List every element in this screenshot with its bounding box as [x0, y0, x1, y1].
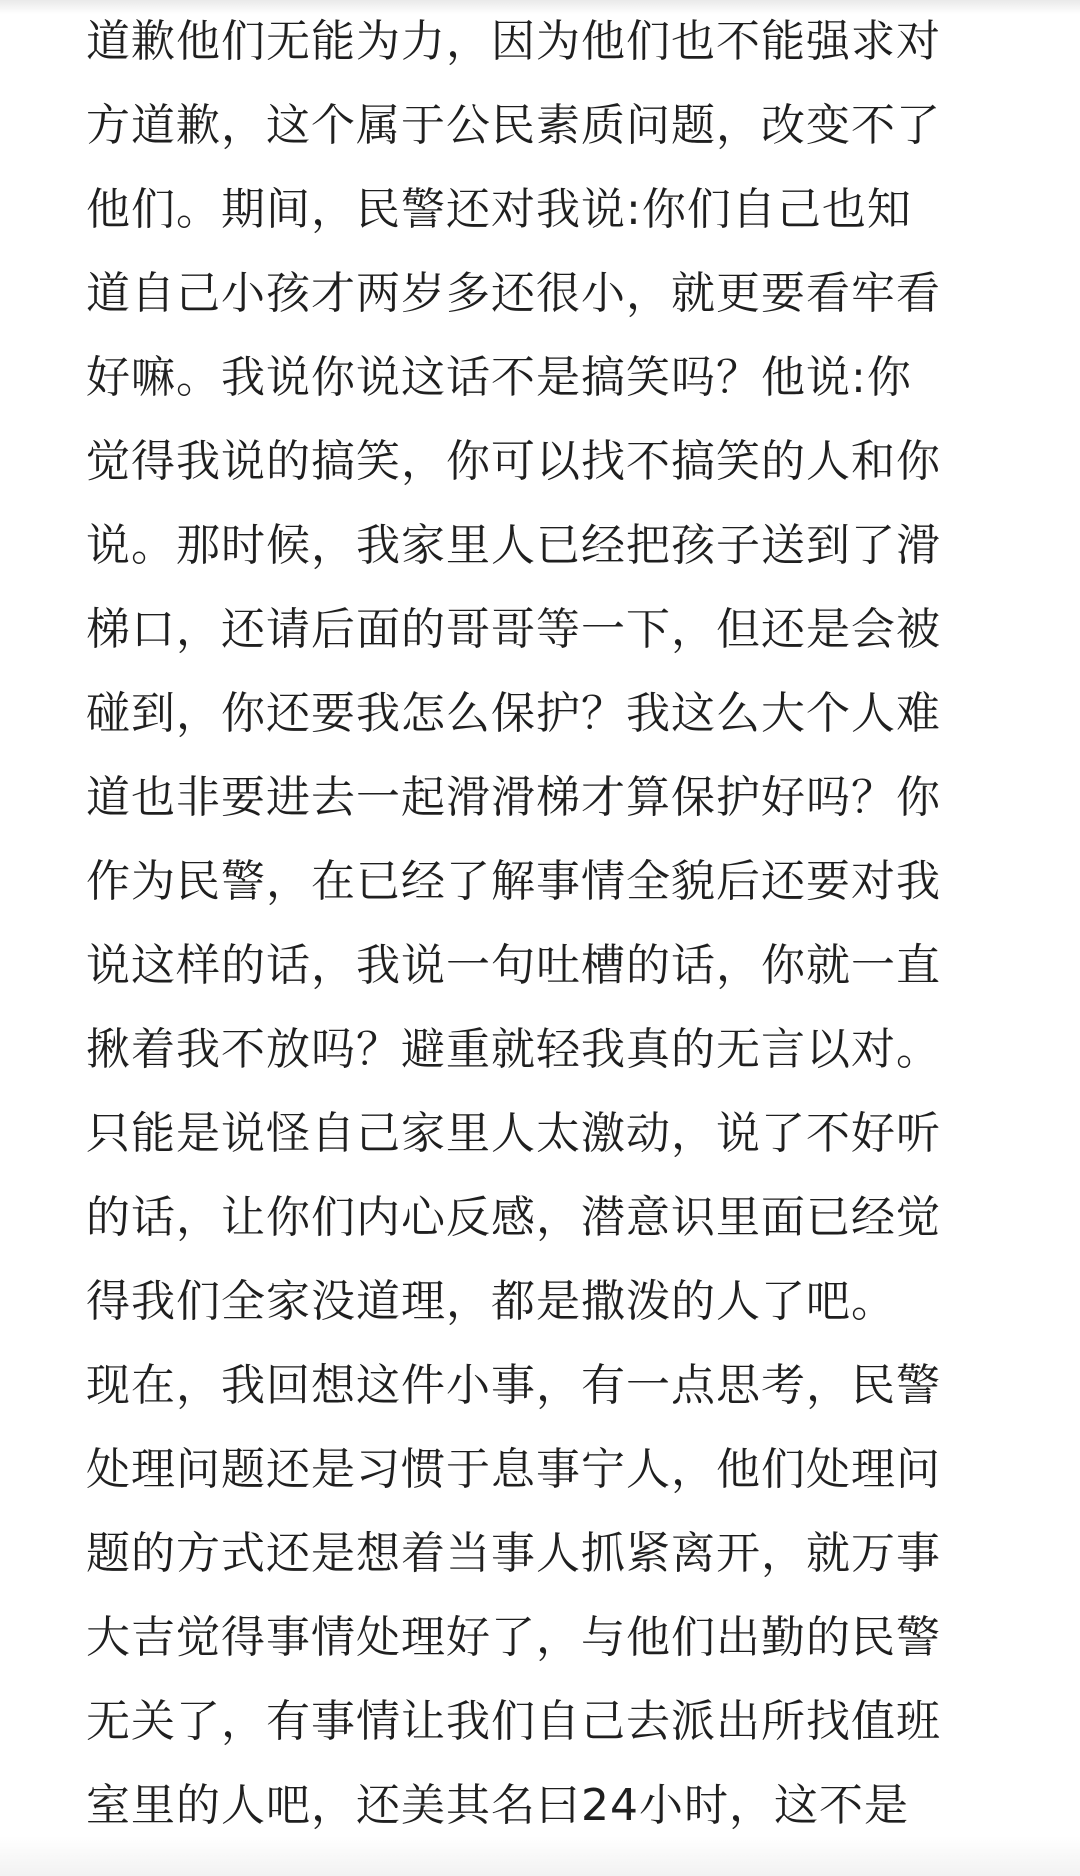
text-line: 道自己小孩才两岁多还很小，就更要看牢看: [86, 268, 941, 319]
text-line: 室里的人吧，还美其名曰24小时，这不是: [86, 1780, 909, 1831]
text-line: 大吉觉得事情处理好了，与他们出勤的民警: [86, 1612, 941, 1663]
text-line: 道也非要进去一起滑滑梯才算保护好吗？你: [86, 772, 941, 823]
text-line: 现在，我回想这件小事，有一点思考，民警: [86, 1360, 941, 1411]
text-line: 好嘛。我说你说这话不是搞笑吗？他说:你: [86, 352, 912, 403]
text-line: 觉得我说的搞笑，你可以找不搞笑的人和你: [86, 436, 941, 487]
text-line: 无关了，有事情让我们自己去派出所找值班: [86, 1696, 941, 1747]
text-line: 说。那时候，我家里人已经把孩子送到了滑: [86, 520, 941, 571]
text-line: 题的方式还是想着当事人抓紧离开，就万事: [86, 1528, 941, 1579]
text-line: 梯口，还请后面的哥哥等一下，但还是会被: [86, 604, 941, 655]
text-line: 作为民警，在已经了解事情全貌后还要对我: [86, 856, 941, 907]
text-line: 道歉他们无能为力，因为他们也不能强求对: [86, 16, 941, 67]
text-line: 方道歉，这个属于公民素质问题，改变不了: [86, 100, 941, 151]
text-line: 处理问题还是习惯于息事宁人，他们处理问: [86, 1444, 941, 1495]
text-line: 碰到，你还要我怎么保护？我这么大个人难: [86, 688, 941, 739]
text-line: 他们。期间，民警还对我说:你们自己也知: [86, 184, 912, 235]
text-line: 只能是说怪自己家里人太激动，说了不好听: [86, 1108, 941, 1159]
text-line: 得我们全家没道理，都是撒泼的人了吧。: [86, 1276, 896, 1327]
text-line: 的话，让你们内心反感，潜意识里面已经觉: [86, 1192, 941, 1243]
article-body: [86, 0, 1006, 1848]
text-line: 揪着我不放吗？避重就轻我真的无言以对。: [86, 1024, 941, 1075]
text-line: 说这样的话，我说一句吐槽的话，你就一直: [86, 940, 941, 991]
bottom-fade: [0, 1836, 1080, 1876]
